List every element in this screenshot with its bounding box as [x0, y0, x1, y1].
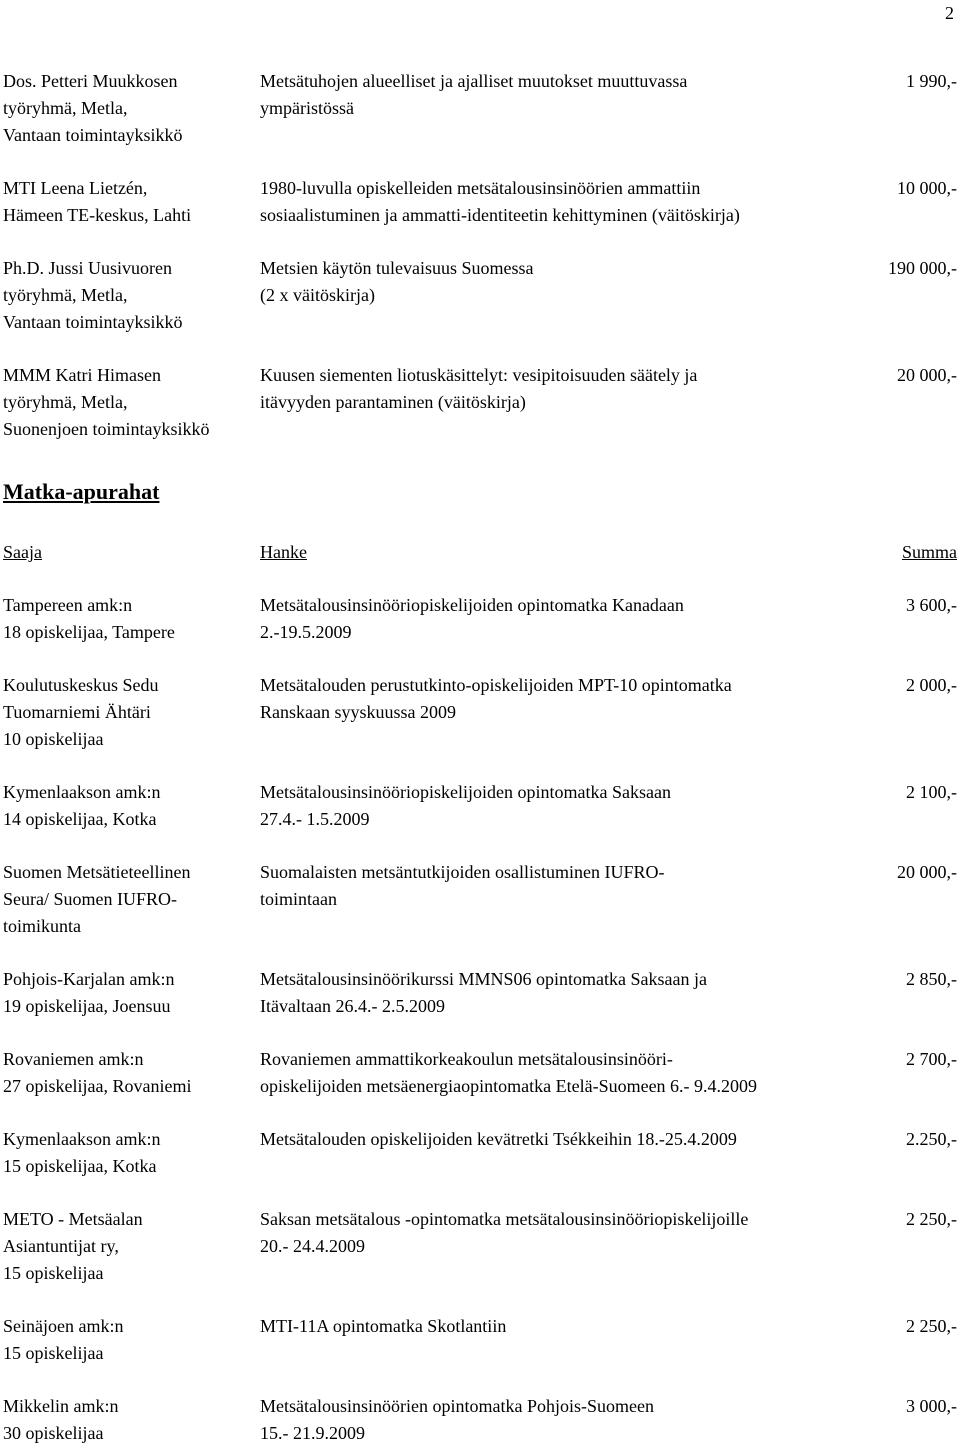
recipient-line: MTI Leena Lietzén,	[3, 178, 148, 198]
project-line: 1980-luvulla opiskelleiden metsätalousinsinöörien ammattiin	[260, 178, 701, 198]
recipient-line: Kymenlaakson amk:n	[3, 782, 161, 802]
recipient-line: MMM Katri Himasen	[3, 365, 161, 385]
amount-cell: 10 000,-	[897, 178, 957, 198]
project-cell	[260, 672, 820, 726]
project-cell	[260, 1313, 820, 1340]
recipient-line: Tuomarniemi Ähtäri	[3, 702, 151, 722]
project-line: Kuusen siementen liotuskäsittelyt: vesipitoisuuden säätely ja	[260, 365, 698, 385]
project-cell	[260, 1206, 820, 1260]
recipient-cell	[3, 592, 260, 646]
project-line: Rovaniemen ammattikorkeakoulun metsätalousinsinööri-	[260, 1049, 673, 1069]
recipient-line: Seinäjoen amk:n	[3, 1316, 124, 1336]
project-cell	[260, 1393, 820, 1447]
recipient-cell	[3, 175, 260, 229]
project-line: Ranskaan syyskuussa 2009	[260, 702, 456, 722]
grant-row	[3, 1046, 957, 1100]
travel-grants-list	[3, 592, 957, 1447]
grant-row	[3, 1126, 957, 1180]
project-cell	[260, 592, 820, 646]
recipient-line: Kymenlaakson amk:n	[3, 1129, 161, 1149]
recipient-line: työryhmä, Metla,	[3, 392, 128, 412]
recipient-line: Suomen Metsätieteellinen	[3, 862, 191, 882]
amount-cell: 2 000,-	[906, 675, 957, 695]
recipient-cell	[3, 1126, 260, 1180]
recipient-cell	[3, 362, 260, 443]
recipient-line: Rovaniemen amk:n	[3, 1049, 144, 1069]
project-line: Metsätalousinsinööriopiskelijoiden opintomatka Saksaan	[260, 782, 671, 802]
recipient-line: 10 opiskelijaa	[3, 729, 104, 749]
grant-row	[3, 175, 957, 229]
project-line: Metsätalouden opiskelijoiden kevätretki Tsékkeihin 18.-25.4.2009	[260, 1129, 737, 1149]
recipient-cell	[3, 779, 260, 833]
recipient-cell	[3, 255, 260, 336]
project-line: Itävaltaan 26.4.- 2.5.2009	[260, 996, 445, 1016]
recipient-line: Vantaan toimintayksikkö	[3, 312, 183, 332]
amount-cell: 2 100,-	[906, 782, 957, 802]
recipient-line: 15 opiskelijaa	[3, 1263, 104, 1283]
project-cell	[260, 255, 820, 309]
recipient-line: työryhmä, Metla,	[3, 285, 128, 305]
recipient-cell	[3, 672, 260, 753]
section-title-travel-grants: Matka-apurahat	[3, 479, 160, 504]
table-header-row	[3, 539, 957, 566]
project-line: itävyyden parantaminen (väitöskirja)	[260, 392, 526, 412]
project-line: 27.4.- 1.5.2009	[260, 809, 370, 829]
recipient-line: Tampereen amk:n	[3, 595, 133, 615]
grants-top-list	[3, 68, 957, 443]
recipient-line: toimikunta	[3, 916, 81, 936]
recipient-line: 15 opiskelijaa, Kotka	[3, 1156, 157, 1176]
project-line: Metsätalousinsinööriopiskelijoiden opintomatka Kanadaan	[260, 595, 684, 615]
grant-row	[3, 362, 957, 443]
recipient-line: Suonenjoen toimintayksikkö	[3, 419, 210, 439]
document-body	[3, 68, 957, 1447]
amount-cell: 190 000,-	[888, 258, 957, 278]
recipient-line: 14 opiskelijaa, Kotka	[3, 809, 157, 829]
project-line: opiskelijoiden metsäenergiaopintomatka Etelä-Suomeen 6.- 9.4.2009	[260, 1076, 758, 1096]
recipient-line: Dos. Petteri Muukkosen	[3, 71, 178, 91]
amount-cell: 2 250,-	[906, 1316, 957, 1336]
project-line: Metsätalousinsinöörikurssi MMNS06 opintomatka Saksaan ja	[260, 969, 707, 989]
project-line: Metsätuhojen alueelliset ja ajalliset muutokset muuttuvassa	[260, 71, 688, 91]
project-cell	[260, 362, 820, 416]
recipient-line: Seura/ Suomen IUFRO-	[3, 889, 177, 909]
project-cell	[260, 1126, 820, 1153]
project-line: sosiaalistuminen ja ammatti-identiteetin kehittyminen (väitöskirja)	[260, 205, 740, 225]
recipient-line: Pohjois-Karjalan amk:n	[3, 969, 175, 989]
project-line: 15.- 21.9.2009	[260, 1423, 365, 1443]
recipient-line: Hämeen TE-keskus, Lahti	[3, 205, 192, 225]
page-number: 2	[945, 3, 954, 23]
amount-cell: 3 000,-	[906, 1396, 957, 1416]
recipient-line: METO - Metsäalan	[3, 1209, 143, 1229]
amount-cell: 3 600,-	[906, 595, 957, 615]
grant-row	[3, 592, 957, 646]
recipient-line: Vantaan toimintayksikkö	[3, 125, 183, 145]
project-cell	[260, 175, 820, 229]
grant-row	[3, 672, 957, 753]
recipient-line: Mikkelin amk:n	[3, 1396, 119, 1416]
amount-cell: 2 250,-	[906, 1209, 957, 1229]
recipient-cell	[3, 1206, 260, 1287]
project-line: MTI-11A opintomatka Skotlantiin	[260, 1316, 507, 1336]
grant-row	[3, 966, 957, 1020]
project-line: (2 x väitöskirja)	[260, 285, 375, 305]
project-line: Metsien käytön tulevaisuus Suomessa	[260, 258, 534, 278]
grant-row	[3, 1313, 957, 1367]
project-line: Metsätalousinsinöörien opintomatka Pohjois-Suomeen	[260, 1396, 654, 1416]
recipient-line: Asiantuntijat ry,	[3, 1236, 119, 1256]
amount-cell: 20 000,-	[897, 365, 957, 385]
recipient-cell	[3, 859, 260, 940]
recipient-cell	[3, 966, 260, 1020]
grant-row	[3, 255, 957, 336]
recipient-line: 15 opiskelijaa	[3, 1343, 104, 1363]
recipient-cell	[3, 1046, 260, 1100]
project-line: Saksan metsätalous -opintomatka metsätalousinsinööriopiskelijoille	[260, 1209, 749, 1229]
grant-row	[3, 68, 957, 149]
recipient-line: Koulutuskeskus Sedu	[3, 675, 159, 695]
grant-row	[3, 779, 957, 833]
recipient-line: työryhmä, Metla,	[3, 98, 128, 118]
project-cell	[260, 1046, 820, 1100]
amount-cell: 1 990,-	[906, 71, 957, 91]
recipient-cell	[3, 68, 260, 149]
recipient-line: 30 opiskelijaa	[3, 1423, 104, 1443]
project-cell	[260, 859, 820, 913]
header-recipient: Saaja	[3, 542, 42, 562]
recipient-line: 19 opiskelijaa, Joensuu	[3, 996, 171, 1016]
project-cell	[260, 68, 820, 122]
project-line: ympäristössä	[260, 98, 354, 118]
project-cell	[260, 966, 820, 1020]
project-line: 2.-19.5.2009	[260, 622, 352, 642]
recipient-cell	[3, 1313, 260, 1367]
grant-row	[3, 1206, 957, 1287]
amount-cell: 20 000,-	[897, 862, 957, 882]
header-project: Hanke	[260, 542, 307, 562]
project-line: toimintaan	[260, 889, 337, 909]
grant-row	[3, 1393, 957, 1447]
project-line: 20.- 24.4.2009	[260, 1236, 365, 1256]
grant-row	[3, 859, 957, 940]
recipient-line: 18 opiskelijaa, Tampere	[3, 622, 175, 642]
amount-cell: 2 700,-	[906, 1049, 957, 1069]
project-line: Suomalaisten metsäntutkijoiden osallistuminen IUFRO-	[260, 862, 665, 882]
amount-cell: 2 850,-	[906, 969, 957, 989]
project-cell	[260, 779, 820, 833]
amount-cell: 2.250,-	[906, 1129, 957, 1149]
recipient-line: 27 opiskelijaa, Rovaniemi	[3, 1076, 192, 1096]
project-line: Metsätalouden perustutkinto-opiskelijoiden MPT-10 opintomatka	[260, 675, 732, 695]
recipient-cell	[3, 1393, 260, 1447]
recipient-line: Ph.D. Jussi Uusivuoren	[3, 258, 173, 278]
header-amount: Summa	[901, 542, 957, 562]
